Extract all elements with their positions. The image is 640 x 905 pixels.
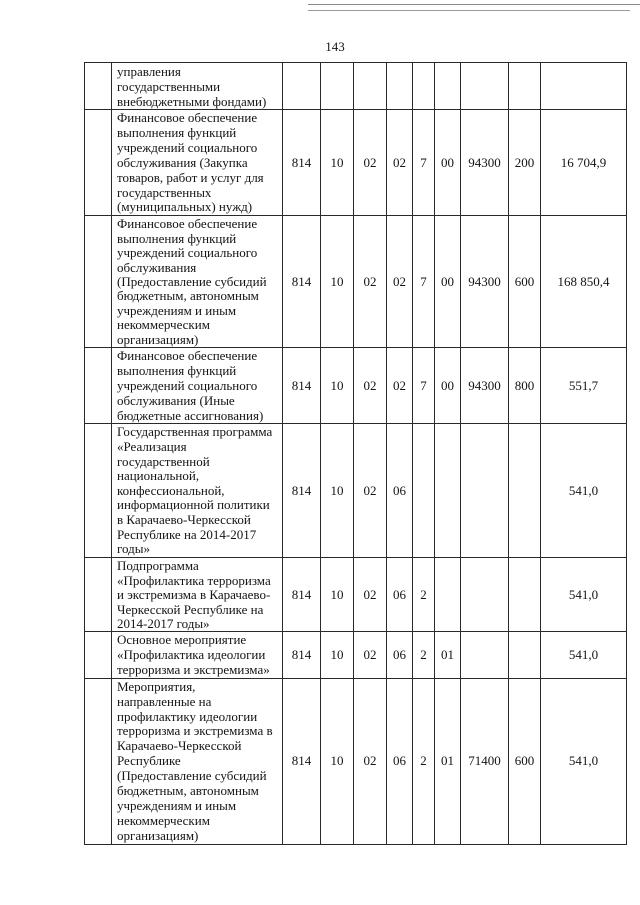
name-line: (Предоставление субсидий	[117, 273, 267, 289]
csr-direction-cell	[461, 558, 509, 632]
name-line: терроризма и экстремизма в	[117, 723, 273, 739]
vr-cell: 600	[509, 678, 541, 844]
name-line: некоммерческим	[117, 317, 210, 333]
name-line: (Предоставление субсидий	[117, 768, 267, 784]
table-row	[85, 632, 627, 678]
name-line: учреждениям и иным	[117, 302, 237, 318]
name-line: государственными	[117, 79, 221, 94]
name-line: профилактику идеологии	[117, 708, 258, 724]
name-line: управления	[117, 64, 181, 79]
table-row	[85, 110, 627, 216]
csr-direction-cell	[461, 424, 509, 558]
name-line: выполнения функций	[117, 124, 237, 140]
name-line: в Карачаево-Черкесской	[117, 511, 251, 527]
rz-cell: 10	[321, 632, 354, 678]
vr-cell	[509, 632, 541, 678]
rz-cell: 10	[321, 558, 354, 632]
csr-event-cell: 00	[435, 110, 461, 216]
vr-cell	[509, 424, 541, 558]
amount-cell: 168 850,4	[541, 216, 627, 348]
name-line: и экстремизма в Карачаево-	[117, 587, 271, 603]
csr-direction-cell	[461, 632, 509, 678]
table-row	[85, 63, 627, 110]
csr-subprogram-cell: 2	[413, 558, 435, 632]
rz-cell: 10	[321, 348, 354, 424]
amount-cell	[541, 63, 627, 110]
name-line: бюджетные ассигнования)	[117, 407, 264, 423]
name-cell	[112, 348, 283, 424]
name-line: бюджетным, автономным	[117, 783, 259, 799]
row-number-cell	[85, 348, 112, 424]
csr-program-cell: 06	[387, 424, 413, 558]
ved-cell: 814	[283, 678, 321, 844]
name-line: Основное мероприятие	[117, 632, 247, 648]
csr-direction-cell: 94300	[461, 348, 509, 424]
csr-event-cell: 00	[435, 348, 461, 424]
name-line: национальной,	[117, 468, 200, 484]
name-line: терроризма и экстремизма»	[117, 661, 270, 677]
vr-cell: 600	[509, 216, 541, 348]
name-line: Черкесской Республике на	[117, 601, 264, 617]
csr-program-cell: 02	[387, 216, 413, 348]
name-line: «Профилактика терроризма	[117, 572, 271, 588]
vr-cell	[509, 63, 541, 110]
pr-cell: 02	[354, 216, 387, 348]
name-cell	[112, 632, 283, 678]
pr-cell: 02	[354, 110, 387, 216]
amount-cell: 541,0	[541, 632, 627, 678]
csr-program-cell: 06	[387, 678, 413, 844]
name-line: обслуживания	[117, 259, 197, 275]
row-number-cell	[85, 558, 112, 632]
amount-cell: 16 704,9	[541, 110, 627, 216]
name-line: Подпрограмма	[117, 558, 199, 574]
name-line: бюджетным, автономным	[117, 288, 259, 304]
vr-cell: 800	[509, 348, 541, 424]
table-row	[85, 558, 627, 632]
name-cell	[112, 216, 283, 348]
csr-subprogram-cell: 7	[413, 348, 435, 424]
name-line: Финансовое обеспечение	[117, 110, 258, 125]
name-line: некоммерческим	[117, 812, 210, 828]
pr-cell: 02	[354, 424, 387, 558]
amount-cell: 541,0	[541, 424, 627, 558]
name-line: выполнения функций	[117, 363, 237, 379]
name-line: обслуживания (Иные	[117, 392, 235, 408]
rz-cell	[321, 63, 354, 110]
rz-cell: 10	[321, 110, 354, 216]
name-line: Финансовое обеспечение	[117, 348, 258, 364]
csr-event-cell	[435, 558, 461, 632]
name-cell	[112, 678, 283, 844]
name-line: учреждений социального	[117, 139, 258, 155]
name-line: организациям)	[117, 827, 199, 843]
csr-event-cell: 01	[435, 632, 461, 678]
name-line: (муниципальных) нужд)	[117, 199, 253, 215]
csr-direction-cell: 94300	[461, 216, 509, 348]
csr-direction-cell	[461, 63, 509, 110]
table-row	[85, 678, 627, 844]
name-line: обслуживания (Закупка	[117, 154, 248, 170]
csr-program-cell: 06	[387, 558, 413, 632]
name-line: Республике на 2014-2017	[117, 526, 257, 542]
csr-event-cell: 01	[435, 678, 461, 844]
name-cell	[112, 110, 283, 216]
ved-cell	[283, 63, 321, 110]
csr-subprogram-cell: 2	[413, 678, 435, 844]
csr-program-cell: 02	[387, 110, 413, 216]
ved-cell: 814	[283, 348, 321, 424]
table-row	[85, 216, 627, 348]
ved-cell: 814	[283, 424, 321, 558]
csr-subprogram-cell	[413, 424, 435, 558]
name-line: выполнения функций	[117, 230, 237, 246]
row-number-cell	[85, 63, 112, 110]
page-number: 143	[325, 39, 345, 54]
name-line: Финансовое обеспечение	[117, 216, 258, 232]
rz-cell: 10	[321, 678, 354, 844]
csr-event-cell: 00	[435, 216, 461, 348]
row-number-cell	[85, 424, 112, 558]
csr-subprogram-cell: 2	[413, 632, 435, 678]
ved-cell: 814	[283, 558, 321, 632]
name-line: «Реализация	[117, 438, 187, 454]
name-line: «Профилактика идеологии	[117, 647, 266, 663]
name-line: внебюджетными фондами)	[117, 94, 267, 109]
name-line: 2014-2017 годы»	[117, 615, 210, 631]
rz-cell: 10	[321, 424, 354, 558]
ved-cell: 814	[283, 216, 321, 348]
csr-subprogram-cell	[413, 63, 435, 110]
name-cell	[112, 63, 283, 110]
csr-subprogram-cell: 7	[413, 110, 435, 216]
name-line: товаров, работ и услуг для	[117, 169, 264, 185]
row-number-cell	[85, 110, 112, 216]
csr-program-cell	[387, 63, 413, 110]
csr-direction-cell: 71400	[461, 678, 509, 844]
table-row	[85, 424, 627, 558]
ved-cell: 814	[283, 632, 321, 678]
name-line: Карачаево-Черкесской	[117, 738, 242, 754]
name-line: учреждений социального	[117, 245, 258, 261]
scan-edge-line	[308, 10, 630, 11]
name-line: Мероприятия,	[117, 678, 196, 694]
row-number-cell	[85, 678, 112, 844]
name-line: направленные на	[117, 693, 212, 709]
ved-cell: 814	[283, 110, 321, 216]
csr-program-cell: 02	[387, 348, 413, 424]
pr-cell: 02	[354, 558, 387, 632]
csr-direction-cell: 94300	[461, 110, 509, 216]
amount-cell: 541,0	[541, 558, 627, 632]
vr-cell: 200	[509, 110, 541, 216]
pr-cell	[354, 63, 387, 110]
csr-program-cell: 06	[387, 632, 413, 678]
csr-event-cell	[435, 63, 461, 110]
pr-cell: 02	[354, 632, 387, 678]
name-line: годы»	[117, 541, 150, 557]
pr-cell: 02	[354, 678, 387, 844]
name-line: государственных	[117, 184, 212, 200]
row-number-cell	[85, 216, 112, 348]
name-line: учреждений социального	[117, 377, 258, 393]
csr-event-cell	[435, 424, 461, 558]
amount-cell: 551,7	[541, 348, 627, 424]
name-line: информационной политики	[117, 497, 270, 513]
csr-subprogram-cell: 7	[413, 216, 435, 348]
rz-cell: 10	[321, 216, 354, 348]
name-line: Республике	[117, 753, 181, 769]
budget-table	[84, 62, 627, 845]
name-line: государственной	[117, 453, 210, 469]
name-line: организациям)	[117, 331, 199, 347]
pr-cell: 02	[354, 348, 387, 424]
name-line: учреждениям и иным	[117, 798, 237, 814]
name-cell	[112, 558, 283, 632]
table-row	[85, 348, 627, 424]
amount-cell: 541,0	[541, 678, 627, 844]
name-line: Государственная программа	[117, 424, 273, 440]
row-number-cell	[85, 632, 112, 678]
vr-cell	[509, 558, 541, 632]
name-cell	[112, 424, 283, 558]
scan-edge-line	[308, 4, 640, 5]
name-line: конфессиональной,	[117, 482, 225, 498]
